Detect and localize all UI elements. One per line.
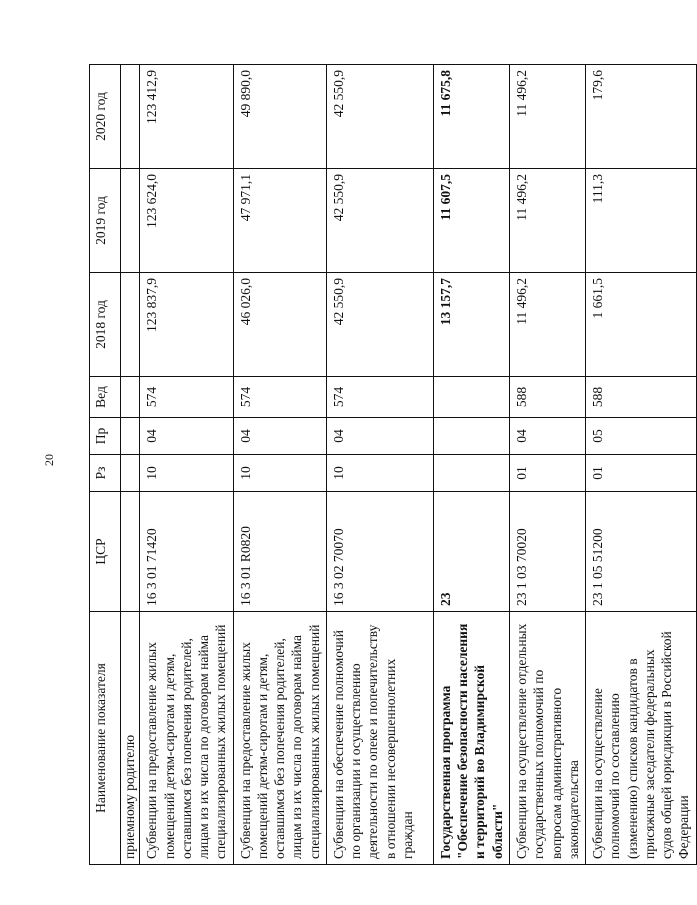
row-rz: 10 bbox=[326, 455, 433, 492]
row-pr: 04 bbox=[233, 418, 326, 455]
table-header-row bbox=[90, 65, 121, 865]
row-2018: 1 661,5 bbox=[586, 273, 697, 377]
rotated-page-content bbox=[89, 65, 692, 865]
row-pr: 04 bbox=[509, 418, 585, 455]
row-rz: 10 bbox=[233, 455, 326, 492]
page-number: 20 bbox=[42, 454, 56, 466]
row-csr: 23 bbox=[433, 492, 509, 612]
row-csr: 16 3 01 R0820 bbox=[233, 492, 326, 612]
row-pr: 05 bbox=[586, 418, 697, 455]
table-row-continuation bbox=[121, 65, 140, 865]
row-2020: 179,6 bbox=[586, 65, 697, 169]
row-2018: 46 026,0 bbox=[233, 273, 326, 377]
row-2020: 11 675,8 bbox=[433, 65, 509, 169]
header-2020: 2020 год bbox=[90, 65, 121, 169]
row-ved: 588 bbox=[586, 377, 697, 418]
row-rz: 01 bbox=[509, 455, 585, 492]
header-2019: 2019 год bbox=[90, 169, 121, 273]
table-row bbox=[140, 65, 233, 865]
row-name: Субвенции на обеспечение полномочий по организации и осуществлению деятельности по опеке и попечительству в отношении несовершеннолетних граждан bbox=[326, 612, 433, 865]
row-2018: 11 496,2 bbox=[509, 273, 585, 377]
row-2019: 11 607,5 bbox=[433, 169, 509, 273]
table-row bbox=[586, 65, 697, 865]
table-row bbox=[233, 65, 326, 865]
row-csr: 23 1 05 51200 bbox=[586, 492, 697, 612]
row-ved: 588 bbox=[509, 377, 585, 418]
row-pr: 04 bbox=[326, 418, 433, 455]
row-name: Субвенции на предоставление жилых помещений детям-сиротам и детям, оставшимся без попечения родителей, лицам из их числа по договорам найма специализированных жилых помещений bbox=[140, 612, 233, 865]
row-rz: 01 bbox=[586, 455, 697, 492]
row-2019: 111,3 bbox=[586, 169, 697, 273]
row-pr: 04 bbox=[140, 418, 233, 455]
header-ved: Вед bbox=[90, 377, 121, 418]
row-csr: 16 3 02 70070 bbox=[326, 492, 433, 612]
row-csr: 16 3 01 71420 bbox=[140, 492, 233, 612]
table-row bbox=[509, 65, 585, 865]
row-2020: 49 890,0 bbox=[233, 65, 326, 169]
row-2018: 13 157,7 bbox=[433, 273, 509, 377]
row-pr bbox=[433, 418, 509, 455]
table-row-program bbox=[433, 65, 509, 865]
row-name: Государственная программа "Обеспечение безопасности населения и территорий во Владимирской области" bbox=[433, 612, 509, 865]
row-name: Субвенции на осуществление полномочий по составлению (изменению) списков кандидатов в присяжные заседатели федеральных судов общей юрисдикции в Российской Федерации bbox=[586, 612, 697, 865]
row-2019: 123 624,0 bbox=[140, 169, 233, 273]
table-row bbox=[326, 65, 433, 865]
row-2019: 42 550,9 bbox=[326, 169, 433, 273]
row-ved bbox=[433, 377, 509, 418]
row-2020: 11 496,2 bbox=[509, 65, 585, 169]
row-2020: 42 550,9 bbox=[326, 65, 433, 169]
row-2018: 123 837,9 bbox=[140, 273, 233, 377]
continuation-text: приемному родителю bbox=[121, 612, 140, 865]
row-2019: 11 496,2 bbox=[509, 169, 585, 273]
budget-table bbox=[89, 64, 697, 865]
row-name: Субвенции на предоставление жилых помещений детям-сиротам и детям, оставшимся без попечения родителей, лицам из их числа по договорам найма специализированных жилых помещений bbox=[233, 612, 326, 865]
row-rz bbox=[433, 455, 509, 492]
header-name: Наименование показателя bbox=[90, 612, 121, 865]
row-rz: 10 bbox=[140, 455, 233, 492]
row-ved: 574 bbox=[140, 377, 233, 418]
row-2018: 42 550,9 bbox=[326, 273, 433, 377]
row-2020: 123 412,9 bbox=[140, 65, 233, 169]
header-pr: Пр bbox=[90, 418, 121, 455]
header-csr: ЦСР bbox=[90, 492, 121, 612]
row-2019: 47 971,1 bbox=[233, 169, 326, 273]
row-ved: 574 bbox=[233, 377, 326, 418]
row-name: Субвенции на осуществление отдельных государственных полномочий по вопросам административного законодательства bbox=[509, 612, 585, 865]
row-csr: 23 1 03 70020 bbox=[509, 492, 585, 612]
header-2018: 2018 год bbox=[90, 273, 121, 377]
header-rz: Рз bbox=[90, 455, 121, 492]
row-ved: 574 bbox=[326, 377, 433, 418]
